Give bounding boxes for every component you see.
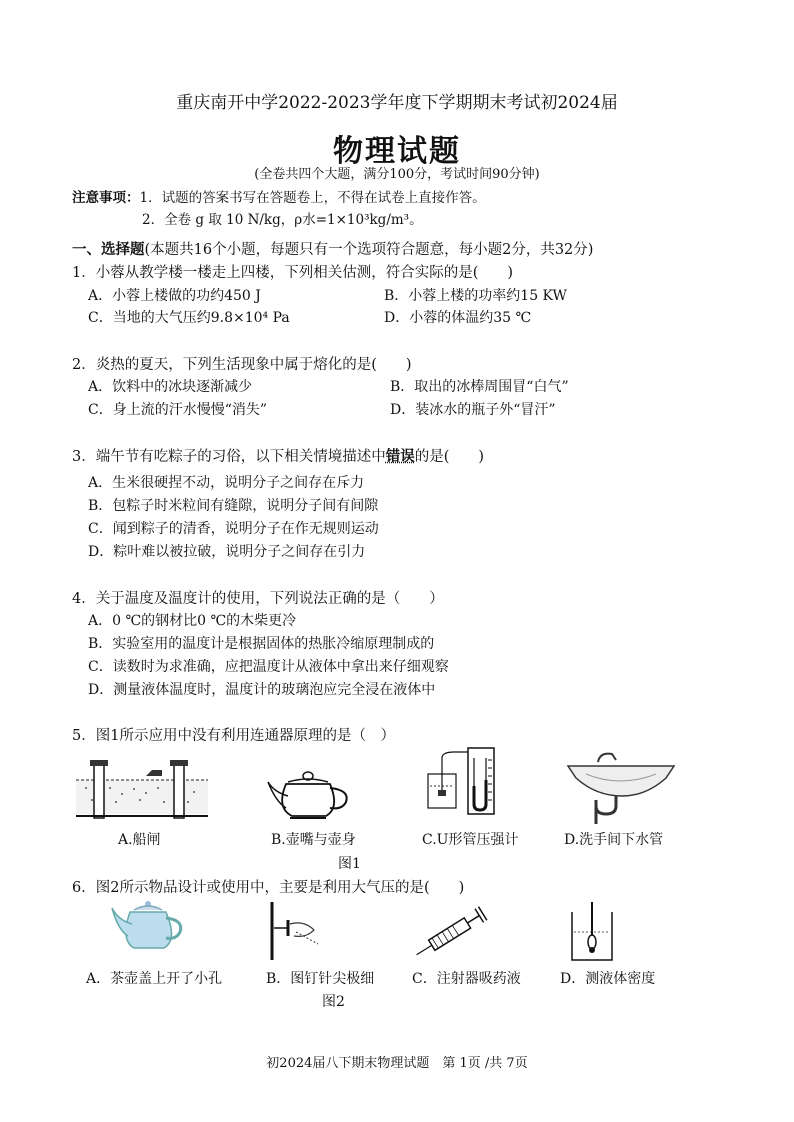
school-header: 重庆南开中学2022-2023学年度下学期期末考试初2024届 [176,93,618,113]
question-5-option-a: A.船闸 [118,832,161,848]
notes-item-2: 2．全卷 g 取 10 N/kg，ρ水=1×10³kg/m³。 [142,212,423,228]
question-4-option-d: D．测量液体温度时，温度计的玻璃泡应完全浸在液体中 [88,682,436,698]
thumbtack-diagram [266,902,326,960]
question-1-option-a: A．小蓉上楼做的功约450 J [88,288,261,304]
question-1-option-b: B．小蓉上楼的功率约15 KW [384,288,567,304]
question-1-option-c: C．当地的大气压约9.8×10⁴ Pa [88,310,290,326]
figure-1-caption: 图1 [338,856,361,872]
question-5-option-b: B.壶嘴与壶身 [271,832,356,848]
section-heading [72,238,593,259]
question-4-option-c: C．读数时为求准确，应把温度计从液体中拿出来仔细观察 [88,659,449,675]
page-title: 物理试题 [333,134,461,169]
question-5-option-d: D.洗手间下水管 [564,832,664,848]
question-3-stem-end: 的是( ) [414,449,485,465]
u-tube-manometer-diagram [428,748,508,820]
section-rules: (本题共16个小题，每题只有一个选项符合题意，每小题2分，共32分) [144,242,594,258]
ship-lock-diagram [76,758,208,820]
question-2-option-b: B．取出的冰棒周围冒“白气” [390,379,569,395]
question-5-option-c: C.U形管压强计 [422,832,519,848]
teapot-lid-hole-diagram [108,900,184,952]
notes-line-1 [72,186,486,206]
question-4-option-b: B．实验室用的温度计是根据固体的热胀冷缩原理制成的 [88,636,435,652]
question-6-option-c: C．注射器吸药液 [412,971,521,987]
page-footer: 初2024届八下期末物理试题 第 1页 /共 7页 [266,1056,528,1071]
question-3-option-c: C．闻到粽子的清香，说明分子在作无规则运动 [88,521,379,537]
question-3-stem-text: 3．端午节有吃粽子的习俗，以下相关情境描述中 [72,449,386,465]
question-2-option-c: C．身上流的汗水慢慢“消失” [88,402,268,418]
question-4-stem: 4．关于温度及温度计的使用，下列说法正确的是（ ） [72,591,444,607]
question-1-stem: 1．小蓉从教学楼一楼走上四楼，下列相关估测，符合实际的是( ) [72,265,514,281]
question-3-option-b: B．包粽子时米粒间有缝隙，说明分子间有间隙 [88,498,379,514]
teapot-diagram [266,768,354,822]
hydrometer-diagram [568,902,616,962]
notes-label: 注意事项： [72,190,140,206]
question-3-stem [72,445,484,466]
question-2-option-d: D．装冰水的瓶子外“冒汗” [390,402,556,418]
question-6-option-a: A．茶壶盖上开了小孔 [86,971,223,987]
question-5-stem: 5．图1所示应用中没有利用连通器原理的是（ ） [72,728,395,744]
question-3-option-d: D．粽叶难以被拉破，说明分子之间存在引力 [88,544,366,560]
figure-2-caption: 图2 [322,994,345,1010]
syringe-diagram [412,904,494,960]
section-title: 一、选择题 [72,241,145,258]
question-1-option-d: D．小蓉的体温约35 ℃ [384,310,532,326]
question-2-option-a: A．饮料中的冰块逐渐减少 [88,379,253,395]
question-6-option-b: B．图钉针尖极细 [266,971,375,987]
exam-info: (全卷共四个大题，满分100分，考试时间90分钟) [254,167,540,182]
sink-drain-diagram [566,748,676,828]
question-6-option-d: D．测液体密度 [560,971,656,987]
question-2-stem: 2．炎热的夏天，下列生活现象中属于熔化的是( ) [72,357,412,373]
question-4-option-a: A．0 ℃的钢材比0 ℃的木柴更冷 [88,613,297,629]
notes-item-1: 1．试题的答案书写在答题卷上，不得在试卷上直接作答。 [139,190,486,206]
question-3-option-a: A．生米很硬捏不动，说明分子之间存在斥力 [88,475,365,491]
question-3-emphasis: 错误 [385,448,415,465]
question-6-stem: 6．图2所示物品设计或使用中，主要是利用大气压的是( ) [72,880,465,896]
